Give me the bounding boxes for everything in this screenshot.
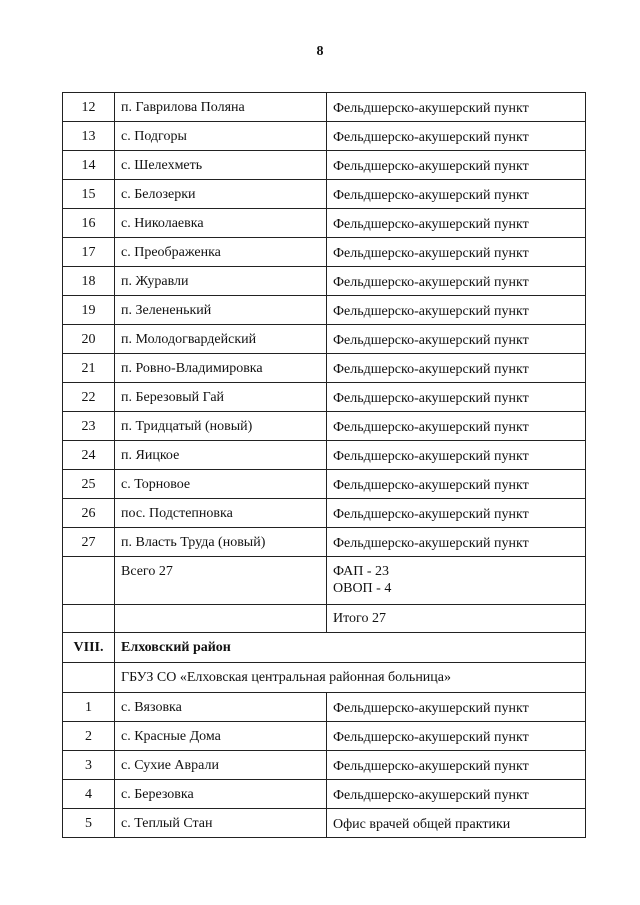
- row-number: 1: [63, 693, 115, 722]
- facility-type: Фельдшерско-акушерский пункт: [327, 238, 586, 267]
- district-roman-numeral: VIII.: [63, 633, 115, 663]
- total-breakdown: [327, 557, 586, 605]
- settlement-name: пос. Подстепновка: [115, 499, 327, 528]
- settlement-name: п. Гаврилова Поляна: [115, 93, 327, 122]
- facility-type: Фельдшерско-акушерский пункт: [327, 693, 586, 722]
- facility-type: Фельдшерско-акушерский пункт: [327, 528, 586, 557]
- total-fap: ФАП - 23: [333, 564, 390, 579]
- table-row: [63, 470, 586, 499]
- table-row: [63, 412, 586, 441]
- settlement-name: п. Журавли: [115, 267, 327, 296]
- settlement-name: с. Торновое: [115, 470, 327, 499]
- table-row: [63, 93, 586, 122]
- grand-total-row: [63, 605, 586, 633]
- table-section-a: [63, 93, 586, 557]
- total-ovop: ОВОП - 4: [333, 581, 392, 596]
- settlement-name: с. Шелехметь: [115, 151, 327, 180]
- total-empty-cell: [63, 557, 115, 605]
- facility-type: Фельдшерско-акушерский пункт: [327, 441, 586, 470]
- table-row: [63, 751, 586, 780]
- table-row: [63, 722, 586, 751]
- settlement-name: п. Ровно-Владимировка: [115, 354, 327, 383]
- row-number: 2: [63, 722, 115, 751]
- settlement-name: с. Белозерки: [115, 180, 327, 209]
- facility-type: Фельдшерско-акушерский пункт: [327, 412, 586, 441]
- facility-type: Фельдшерско-акушерский пункт: [327, 470, 586, 499]
- table-row: [63, 499, 586, 528]
- row-number: 14: [63, 151, 115, 180]
- settlement-name: п. Яицкое: [115, 441, 327, 470]
- settlement-name: п. Молодогвардейский: [115, 325, 327, 354]
- settlement-name: с. Красные Дома: [115, 722, 327, 751]
- row-number: 19: [63, 296, 115, 325]
- table-row: [63, 780, 586, 809]
- row-number: 26: [63, 499, 115, 528]
- settlement-name: п. Зелененький: [115, 296, 327, 325]
- totals-section: [63, 557, 586, 693]
- settlement-name: с. Николаевка: [115, 209, 327, 238]
- row-number: 25: [63, 470, 115, 499]
- settlement-name: с. Преображенка: [115, 238, 327, 267]
- row-number: 27: [63, 528, 115, 557]
- settlement-name: п. Тридцатый (новый): [115, 412, 327, 441]
- table-row: [63, 354, 586, 383]
- facility-type: Фельдшерско-акушерский пункт: [327, 122, 586, 151]
- grand-empty-cell-2: [115, 605, 327, 633]
- table-row: [63, 180, 586, 209]
- settlement-name: п. Березовый Гай: [115, 383, 327, 412]
- facility-type: Фельдшерско-акушерский пункт: [327, 499, 586, 528]
- facility-type: Фельдшерско-акушерский пункт: [327, 325, 586, 354]
- table-row: [63, 441, 586, 470]
- table-row: [63, 809, 586, 838]
- grand-total-label: Итого 27: [327, 605, 586, 633]
- table-row: [63, 383, 586, 412]
- row-number: 15: [63, 180, 115, 209]
- facility-type: Фельдшерско-акушерский пункт: [327, 180, 586, 209]
- settlement-name: с. Вязовка: [115, 693, 327, 722]
- total-row: [63, 557, 586, 605]
- table-row: [63, 693, 586, 722]
- facility-type: Фельдшерско-акушерский пункт: [327, 354, 586, 383]
- table-row: [63, 238, 586, 267]
- facility-type: Фельдшерско-акушерский пункт: [327, 722, 586, 751]
- table-row: [63, 209, 586, 238]
- district-row: [63, 633, 586, 663]
- row-number: 17: [63, 238, 115, 267]
- settlement-name: с. Теплый Стан: [115, 809, 327, 838]
- row-number: 12: [63, 93, 115, 122]
- table-row: [63, 267, 586, 296]
- row-number: 4: [63, 780, 115, 809]
- settlement-name: с. Сухие Аврали: [115, 751, 327, 780]
- facility-type: Офис врачей общей практики: [327, 809, 586, 838]
- facility-type: Фельдшерско-акушерский пункт: [327, 151, 586, 180]
- hospital-name: ГБУЗ СО «Елховская центральная районная больница»: [115, 663, 586, 693]
- district-name: Елховский район: [115, 633, 586, 663]
- row-number: 18: [63, 267, 115, 296]
- row-number: 5: [63, 809, 115, 838]
- facility-type: Фельдшерско-акушерский пункт: [327, 93, 586, 122]
- table-row: [63, 296, 586, 325]
- facility-type: Фельдшерско-акушерский пункт: [327, 751, 586, 780]
- facility-type: Фельдшерско-акушерский пункт: [327, 780, 586, 809]
- grand-empty-cell-1: [63, 605, 115, 633]
- table-row: [63, 528, 586, 557]
- row-number: 3: [63, 751, 115, 780]
- facilities-table: [62, 92, 586, 838]
- facility-type: Фельдшерско-акушерский пункт: [327, 209, 586, 238]
- hospital-row: [63, 663, 586, 693]
- row-number: 23: [63, 412, 115, 441]
- facility-type: Фельдшерско-акушерский пункт: [327, 296, 586, 325]
- table-row: [63, 325, 586, 354]
- table-row: [63, 122, 586, 151]
- settlement-name: с. Березовка: [115, 780, 327, 809]
- row-number: 20: [63, 325, 115, 354]
- page-number: 8: [316, 44, 324, 59]
- settlement-name: с. Подгоры: [115, 122, 327, 151]
- total-label: Всего 27: [115, 557, 327, 605]
- settlement-name: п. Власть Труда (новый): [115, 528, 327, 557]
- row-number: 16: [63, 209, 115, 238]
- facility-type: Фельдшерско-акушерский пункт: [327, 383, 586, 412]
- facility-type: Фельдшерско-акушерский пункт: [327, 267, 586, 296]
- table-row: [63, 151, 586, 180]
- hospital-empty-cell: [63, 663, 115, 693]
- row-number: 21: [63, 354, 115, 383]
- row-number: 24: [63, 441, 115, 470]
- row-number: 13: [63, 122, 115, 151]
- table-section-b: [63, 693, 586, 838]
- row-number: 22: [63, 383, 115, 412]
